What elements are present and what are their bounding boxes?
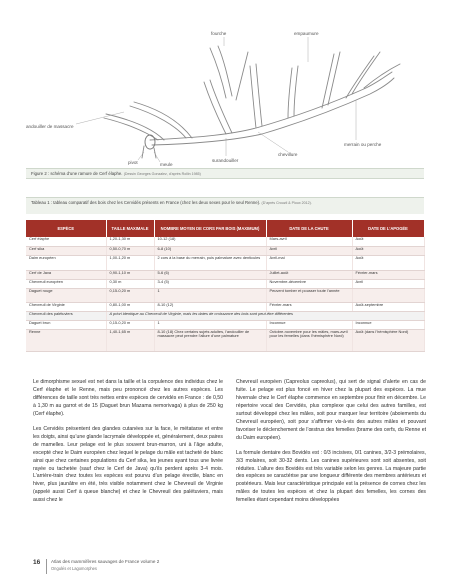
figure-caption — [26, 168, 424, 179]
cell-species: Chevreuil des palétuviers — [26, 311, 106, 320]
cell-species: Daim européen — [26, 255, 106, 270]
cell-species: Chevreuil européen — [26, 279, 106, 288]
cell-species: Cerf de Java — [26, 270, 106, 279]
cell-size: 0,90-1,10 m — [106, 270, 154, 279]
cell-species: Daguet brun — [26, 320, 106, 329]
antler-figure — [26, 28, 422, 166]
cell-size: 1,00-1,20 m — [106, 255, 154, 270]
table-caption — [26, 197, 424, 214]
table-row — [26, 279, 424, 288]
cell-peak — [352, 288, 424, 302]
cell-span-note: A priori identique au Chevreuil de Virginie, mais les dates de croissance des bois sont peut-être différentes — [106, 311, 424, 320]
cell-size: 0,30 m — [106, 279, 154, 288]
cell-tines: 5-6 (6) — [154, 270, 266, 279]
paragraph: Le dimorphisme sexuel est net dans la taille et la corpulence des individus chez le Cerf élaphe et le Renne, mais peu prononcé chez les autres espèces. Les différences de taille sont très nettes entre espèces de cervidés en France : de 0,50 à 1,30 m au garrot et de 15 (Daguet brun Mazama nemorivaga) à plus de 250 kg (Cerf élaphe). — [33, 379, 223, 417]
cell-tines: 10-12 (18) — [154, 237, 266, 246]
text-column-left — [33, 379, 223, 512]
table-row — [26, 246, 424, 255]
cell-fall: Peuvent tomber et pousser toute l’année — [266, 288, 352, 302]
cell-size: 0,15-0,20 m — [106, 320, 154, 329]
table-row — [26, 237, 424, 246]
cell-fall: Octobre-novembre pour les mâles, mars-avril pour les femelles (dans l’hémisphère Nord) — [266, 329, 352, 351]
antler-diagram — [26, 28, 422, 166]
cell-peak: Août — [352, 246, 424, 255]
label-andouiller-massacre: andouiller de massacre — [26, 124, 74, 129]
cell-peak: Inconnue — [352, 320, 424, 329]
table-row — [26, 270, 424, 279]
table-row — [26, 255, 424, 270]
footer-divider — [46, 559, 47, 574]
cell-tines: 2 cors à la base du merrain, puis palmature avec denticules — [154, 255, 266, 270]
cell-species: Cerf élaphe — [26, 237, 106, 246]
label-empaumure: empaumure — [294, 31, 319, 36]
cell-peak: Août — [352, 237, 424, 246]
header-espece: ESPÈCE — [26, 220, 106, 237]
cell-peak: Avril — [352, 279, 424, 288]
table-caption-credit: (D’après Crouzil & Ploux 2012). — [261, 201, 312, 205]
header-cors: NOMBRE MOYEN DE CORS PAR BOIS (MAXIMUM) — [154, 220, 266, 237]
paragraph: La formule dentaire des Bovidés est : 0/3 incisives, 0/1 canines, 3/2-3 prémolaires, 3/3 molaires, soit 30-32 dents. Les canines supérieures sont soit absentes, soit réduites. L’allure des Bovidés est très variable selon les genres. La majeure partie des espèces se caractérise par une longueur différente des membres antérieurs et postérieurs. Mais leur caractéristique principale est la présence de cornes chez les mâles de toutes les espèces et chez la plupart des femelles, les cornes des femelles étant cependant moins développées — [236, 449, 426, 504]
cell-fall: Avril-mai — [266, 255, 352, 270]
cell-tines: 8-10 (12) — [154, 302, 266, 311]
cell-size: 1,40-1,65 m — [106, 329, 154, 351]
page-footer — [33, 559, 423, 577]
table-caption-text: Tableau 1 : tableau comparatif des bois chez les Cervidés présents en France (chez les deux sexes pour le seul Renne). — [31, 200, 261, 205]
table-row — [26, 329, 424, 351]
antler-comparison-table — [26, 220, 425, 352]
cell-peak: Février-mars — [352, 270, 424, 279]
cell-fall: Inconnue — [266, 320, 352, 329]
figure-caption-credit: (Dessin Georges Gonzalez, d’après Rollin 1985) — [123, 172, 201, 176]
cell-fall: Juillet-août — [266, 270, 352, 279]
page-number: 16 — [33, 559, 41, 566]
table-row — [26, 302, 424, 311]
cell-tines: 1 — [154, 288, 266, 302]
label-meule: meule — [160, 162, 173, 166]
label-chevilure: chevillure — [278, 152, 298, 157]
cell-size: 0,15-0,20 m — [106, 288, 154, 302]
header-chute: DATE DE LA CHUTE — [266, 220, 352, 237]
label-surandouiller: surandouiller — [212, 158, 239, 163]
cell-species: Chevreuil de Virginie — [26, 302, 106, 311]
cell-fall: Avril — [266, 246, 352, 255]
figure-caption-text: Figure 2 : schéma d’une ramure de Cerf élaphe. — [31, 171, 123, 176]
cell-size: 0,50-0,70 m — [106, 246, 154, 255]
cell-tines: 1 — [154, 320, 266, 329]
cell-tines: 3-4 (5) — [154, 279, 266, 288]
label-pivot: pivot — [128, 160, 138, 165]
cell-peak: Août (dans l’hémisphère Nord) — [352, 329, 424, 351]
cell-species: Daguet rouge — [26, 288, 106, 302]
table-row — [26, 288, 424, 302]
cell-species: Renne — [26, 329, 106, 351]
table-row-span — [26, 311, 424, 320]
header-taille: TAILLE MAXIMALE — [106, 220, 154, 237]
table-header-row — [26, 220, 424, 237]
cell-tines: 6-8 (10) — [154, 246, 266, 255]
cell-peak: Août — [352, 255, 424, 270]
paragraph: Chevreuil européen (Capreolus capreolus), qui sert de signal d’alerte en cas de fuite. Le pelage est plus foncé en hiver chez la plupart des espèces. La mue hivernale chez le Cerf élaphe commence en septembre pour finir en décembre. Le répertoire vocal des Cervidés, plus complexe que celui des autres familles, est surtout développé chez les mâles, soit pour marquer leur territoire (aboiements du Chevreuil européen), soit pour s’affirmer vis-à-vis des autres mâles et pouvant favoriser le déclenchement de l’œstrus des femelles (brame des cerfs, du Renne et du Daim européen). — [236, 379, 426, 441]
cell-fall: Novembre-décembre — [266, 279, 352, 288]
cell-fall: Mars-avril — [266, 237, 352, 246]
cell-peak: Août-septembre — [352, 302, 424, 311]
cell-tines: 8-10 (18) Chez certains sujets adultes, l’andouiller de massacre peut prendre l’allure d’une palmature — [154, 329, 266, 351]
label-fourche: fourche — [211, 31, 227, 36]
paragraph: Les Cervidés présentent des glandes cutanées sur la face, le métatarse et entre les doigts, ainsi qu’une glande lacrymale développée et, généralement, deux paires de mamelles. Leur pelage est le plus souvent brun-marron, uni à l’âge adulte, excepté chez le Daim européen chez lequel le pelage du mâle est tacheté de blanc ainsi que chez certaines populations du Cerf sika, les jeunes ayant tous une livrée rayée ou tachetée (sauf chez le Cerf de Java) qu’ils perdent après 3-4 mois. L’arrière-train chez toutes les espèces est pourvu d’un pelage érectile, blanc en hiver, plus jaunâtre en été, très visible notamment chez le Chevreuil de Virginie (appelé aussi Cerf à queue blanche) et chez le Chevreuil des palétuviers, mais aussi chez le — [33, 425, 223, 504]
cell-size: 0,80-1,00 m — [106, 302, 154, 311]
label-merrain: merrain ou perche — [344, 142, 382, 147]
header-apogee: DATE DE L’APOGÉE — [352, 220, 424, 237]
cell-fall: Février-mars — [266, 302, 352, 311]
cell-species: Cerf sika — [26, 246, 106, 255]
cell-size: 1,20-1,30 m — [106, 237, 154, 246]
text-column-right — [236, 379, 426, 512]
book-subtitle: Ongulés et Lagomorphes — [51, 566, 97, 571]
table-row — [26, 320, 424, 329]
book-title: Atlas des mammifères sauvages de France volume 2 — [51, 559, 160, 564]
